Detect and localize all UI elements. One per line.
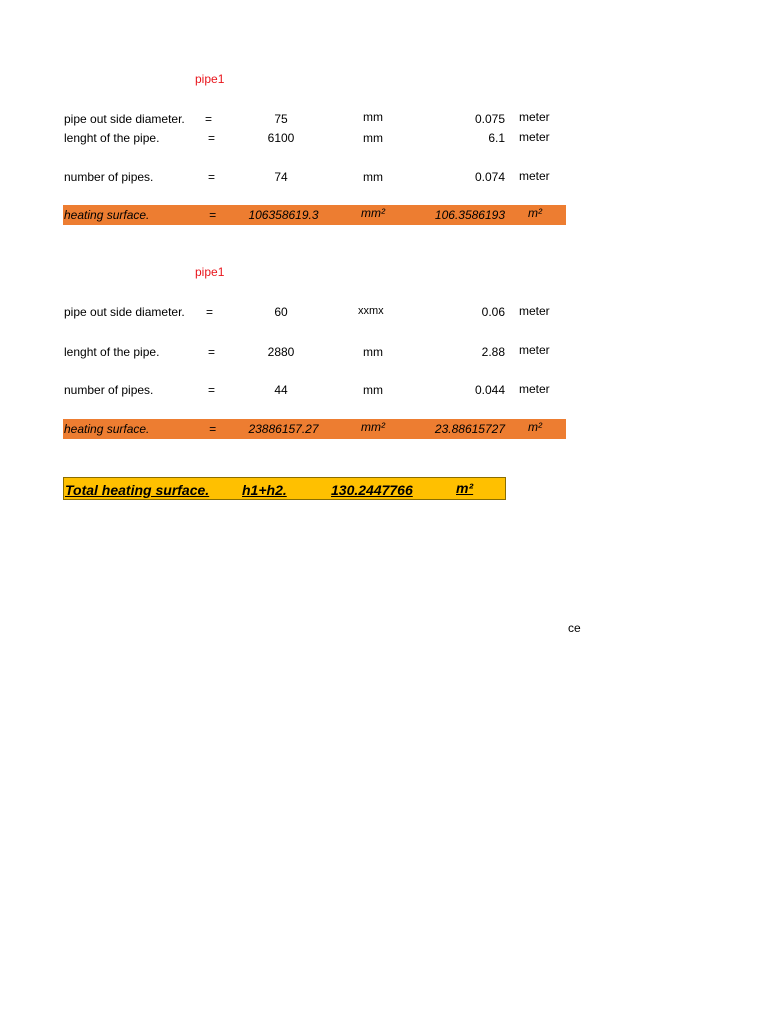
s2-diameter-label: pipe out side diameter.: [64, 305, 185, 319]
s2-count-converted: 0.044: [474, 383, 505, 397]
s2-count-unit: mm: [363, 383, 383, 397]
s2-length-value: 2880: [267, 345, 295, 359]
s1-heating-eq: =: [209, 208, 217, 222]
s1-count-unit: mm: [363, 170, 383, 184]
section2-title: pipe1: [195, 265, 225, 279]
s2-count-label: number of pipes.: [64, 383, 154, 397]
stray-text: ce: [568, 621, 581, 635]
s1-length-label: lenght of the pipe.: [64, 131, 160, 145]
s2-diameter-eq: =: [206, 305, 214, 319]
s1-heating-converted: 106.3586193: [434, 208, 505, 222]
total-label: Total heating surface.: [65, 482, 210, 498]
total-formula: h1+h2.: [242, 482, 287, 498]
s1-heating-unit: mm²: [361, 206, 385, 220]
s1-diameter-label: pipe out side diameter.: [64, 112, 185, 126]
s2-heating-unit: mm²: [361, 420, 385, 434]
total-value: 130.2447766: [331, 482, 413, 498]
s1-count-eq: =: [208, 170, 216, 184]
total-unit: m²: [456, 480, 474, 496]
s1-count-converted: 0.074: [474, 170, 505, 184]
s2-count-value: 44: [274, 383, 288, 397]
s1-diameter-eq: =: [205, 112, 213, 126]
section1-title: pipe1: [195, 72, 225, 86]
s1-diameter-value: 75: [274, 112, 288, 126]
s2-heating-converted: 23.88615727: [434, 422, 505, 436]
s1-heating-value: 106358619.3: [248, 208, 319, 222]
s2-heating-label: heating surface.: [64, 422, 150, 436]
s1-count-unit2: meter: [519, 169, 550, 183]
s1-count-value: 74: [274, 170, 288, 184]
s2-length-unit: mm: [363, 345, 383, 359]
s2-heating-eq: =: [209, 422, 217, 436]
s1-heating-unit2: m²: [528, 206, 542, 220]
s1-diameter-converted: 0.075: [474, 112, 505, 126]
s1-diameter-unit: mm: [363, 110, 383, 124]
s2-heating-value: 23886157.27: [248, 422, 319, 436]
s1-length-value: 6100: [267, 131, 295, 145]
s1-diameter-unit2: meter: [519, 110, 550, 124]
s1-length-unit2: meter: [519, 130, 550, 144]
s2-length-label: lenght of the pipe.: [64, 345, 160, 359]
s2-length-converted: 2.88: [481, 345, 505, 359]
s2-count-eq: =: [208, 383, 216, 397]
s2-count-unit2: meter: [519, 382, 550, 396]
s2-diameter-converted: 0.06: [481, 305, 505, 319]
s2-diameter-unit2: meter: [519, 304, 550, 318]
s2-diameter-unit: xxmx: [358, 305, 384, 317]
s1-length-unit: mm: [363, 131, 383, 145]
s1-heating-label: heating surface.: [64, 208, 150, 222]
s2-diameter-value: 60: [274, 305, 288, 319]
s1-length-eq: =: [208, 131, 216, 145]
s1-count-label: number of pipes.: [64, 170, 154, 184]
s2-heating-unit2: m²: [528, 420, 542, 434]
s1-length-converted: 6.1: [488, 131, 505, 145]
s2-length-eq: =: [208, 345, 216, 359]
s2-length-unit2: meter: [519, 343, 550, 357]
